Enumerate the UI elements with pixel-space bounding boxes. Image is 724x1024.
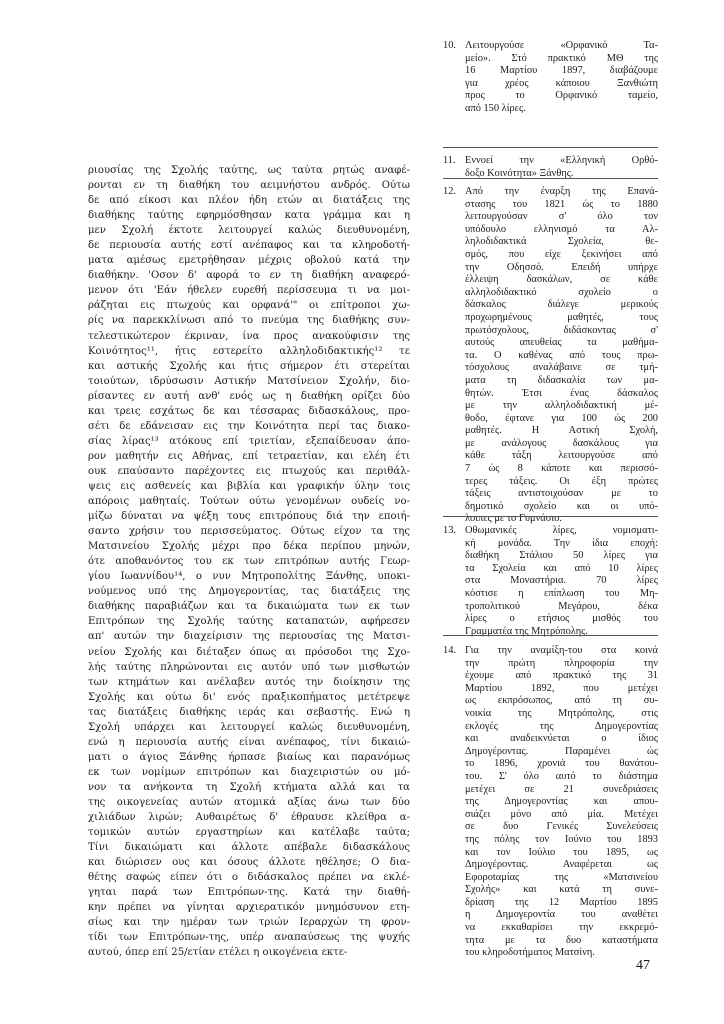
footnote-13: [443, 525, 658, 638]
footnote-divider: [443, 516, 658, 517]
footnote-line: μαθητές. Η Αστική Σχολή,: [465, 425, 658, 437]
footnote-text: [465, 40, 658, 116]
footnote-line: τερες τάξεις. Οι έξη πρώτες: [465, 475, 658, 487]
text-line: τομικών αυτών εργαστηρίων και κατέλαβε ταύτα;: [88, 827, 410, 839]
footnote-divider: [443, 635, 658, 636]
footnote-line: τροπολιτικού Μεγάρου, δέκα: [465, 600, 658, 612]
footnote-line: λοιπες με το Γυμνάσιο.: [465, 513, 562, 525]
footnote-11: [443, 155, 658, 180]
text-line: θέτης σαφώς είπεν ότι ο διδάσκαλος πρέπει να εκλέ-: [88, 872, 410, 884]
footnote-line: 16 Μαρτίου 1897, διαβάζουμε: [465, 65, 658, 77]
footnote-divider: [443, 178, 658, 179]
text-line: Σχολή υπάρχει και λειτουργεί καλώς διευθυνομένη,: [88, 721, 410, 733]
footnote-line: τα. Ο καθένας από τους πρω-: [465, 349, 658, 361]
page-number: 47: [636, 958, 650, 973]
text-line: απόροις μαθηταίς. Τούτων ούτω γενομένων ουδείς νο-: [88, 496, 410, 508]
footnote-line: αλληλοδιδακτικό σχολείο ο: [465, 286, 658, 298]
footnote-line: με την αλληλοδιδακτική μέ-: [465, 400, 658, 412]
footnote-line: έλλειψη δασκάλων, σε κάθε: [465, 274, 658, 286]
footnote-12: [443, 186, 658, 526]
footnote-line: και αναδεικνύεται ο ίδιος: [465, 733, 658, 745]
footnote-line: έχουμε από πρακτικό της 31: [465, 670, 658, 682]
text-line: διαθήκης παραβιάζων και τα δικαιώματα των εκ των: [88, 601, 410, 613]
text-line: των κτημάτων και ανέλαβεν αυτός την διοίκησιν της: [88, 676, 410, 688]
text-line: νον τα ανήκοντα τη Σχολή κτήματα αλλά και τα: [88, 781, 410, 793]
footnote-line: και τον Ιούλιο του 1895, ως: [465, 846, 658, 858]
footnote-text: [465, 645, 658, 960]
footnote-line: για χρέος κάποιου Ξανθιώτη: [465, 77, 658, 89]
footnote-line: θοδο, έφτανε για 100 ώς 200: [465, 412, 658, 424]
footnote-line: τα Σχολεία και από 10 λίρες: [465, 562, 658, 574]
footnote-line: Οθωμανικές λίρες, νομισματι-: [465, 525, 658, 536]
footnote-line: με ανάλογους δασκάλους για: [465, 437, 658, 449]
footnote-line: ως εκπρόσωπος, από τη συ-: [465, 695, 658, 707]
footnote-number: 10.: [443, 40, 456, 51]
text-line: ρονται εν τη διαθήκη του αειμνήστου ανδρός. Ούτω: [88, 180, 410, 192]
footnote-line: σε δυο Γενικές Συνελεύσεις: [465, 821, 658, 833]
footnote-line: σιάζει μόνο από μία. Μετέχει: [465, 808, 658, 820]
text-line: τίδι των Επιτρόπων-της, υπέρ αναπαύσεως της ψυχής: [88, 932, 410, 944]
footnote-line: υπόδουλο ελληνισμό τα Αλ-: [465, 223, 658, 235]
footnote-line: δημοτικό σχολείο και οι υπό-: [465, 500, 658, 512]
text-line: και τρεις εσχάτως δε και τέσσαρας διδασκάλους, προ-: [88, 405, 410, 417]
footnote-line: Από την έναρξη της Επανά-: [465, 186, 658, 197]
text-line: τοιούτων, ιδρύσωσιν Αστικήν Ματσίνειον Σχολήν, διο-: [88, 375, 410, 387]
footnote-number: 11.: [443, 155, 456, 166]
footnote-line: στασης του 1821 ώς το 1880: [465, 198, 658, 210]
footnote-number: 13.: [443, 525, 456, 536]
text-line: γηται παρά των Επιτρόπων-της. Κατά την διαθή-: [88, 887, 410, 899]
footnote-14: [443, 645, 658, 960]
text-line: ρίσαντες εν αυτή ανθ' ενός ως η διαθήκη ορίζει δύο: [88, 390, 410, 402]
footnote-line: Σχολής» και κατά τη συνε-: [465, 884, 658, 896]
footnote-line: δάσκαλος διάλεγε μερικούς: [465, 299, 658, 311]
footnote-line: τόσχολους αναλάβαινε σε τμή-: [465, 362, 658, 374]
footnote-line: Δημογέροντας. Αναφέρεται ως: [465, 859, 658, 871]
footnote-line: αυτούς απευθείας τα μαθήμα-: [465, 337, 658, 349]
footnote-number: 14.: [443, 645, 456, 656]
text-line: διαθήκης ταύτης εφηρμόσθησαν κατα γράμμα και η: [88, 210, 410, 222]
text-line: Επιτρόπων της Σχολής ταύτης καταπατών, αφήρεσεν: [88, 616, 410, 628]
footnote-line: Δημογέροντας. Παραμένει ώς: [465, 745, 658, 757]
footnote-line: κόστισε η επίπλωση του Μη-: [465, 587, 658, 599]
footnote-line: τάξεις αντιστοιχούσαν με το: [465, 488, 658, 500]
text-line: της οικογενείας αυτών ατομικά αξίας άνω των δύο: [88, 796, 410, 808]
footnote-number: 12.: [443, 186, 456, 197]
text-line: γίου Ιωαννίδου¹⁴, ο νυν Μητροπολίτης Ξάνθης, υποκι-: [88, 571, 410, 583]
footnote-line: η Δημογεροντία του αναθέτει: [465, 909, 658, 921]
text-line: ενώ η περιουσία αυτής είναι ανέπαφος, τίνι δικαιώ-: [88, 736, 410, 748]
text-line: νούμενος υπό της Δημογεροντίας, τας διατάξεις της: [88, 586, 410, 598]
footnote-line: κάθε τάξη λειτουργούσε από: [465, 450, 658, 462]
footnote-line: Για την αναμίξη-του στα κοινά: [465, 645, 658, 656]
text-line: Τίνι δικαιώματι και άλλοτε απέβαλε διδασκάλους: [88, 842, 410, 854]
footnote-line: του. Σ' όλο αυτό το διάστημα: [465, 770, 658, 782]
footnote-line: της Δημογεροντίας και απου-: [465, 796, 658, 808]
text-line: Ματσινείου Σχολής μέχρι προ δέκα περίπου μηνών,: [88, 541, 410, 553]
footnote-line: διαθήκη Στάλιου 50 λίρες για: [465, 550, 658, 562]
footnote-line: δοξο Κοινότητα» Ξάνθης.: [465, 167, 574, 179]
text-line: ράζηται εις πτωχούς και ορφανά'" οι επίτροποι χω-: [88, 300, 410, 312]
text-line: ματα αμέσως εμετρήθησαν μέχρις οβολού κατά την: [88, 255, 410, 267]
text-line: ματι ο άγιος Ξάνθης ήρπασε βιαίως και παρανόμως: [88, 751, 410, 763]
footnote-text: [465, 525, 658, 638]
text-line: Κοινότητος¹¹, ήτις εστερείτο αλληλοδιδακτικής¹² τε: [88, 345, 410, 357]
footnote-text: [465, 155, 658, 180]
footnote-line: νοικία της Μητρόπολης, στις: [465, 707, 658, 719]
main-text-column: [88, 163, 410, 960]
footnote-line: προχωρημένους μαθητές, τους: [465, 311, 658, 323]
text-line: ριουσίας της Σχολής ταύτης, ως ταύτα ρητώς αναφέ-: [88, 165, 410, 176]
footnote-line: Μαρτίου 1892, που μετέχει: [465, 682, 658, 694]
footnote-line: την πρώτη πληροφορία την: [465, 657, 658, 669]
footnote-line: της πόλης τον Ιούνιο του 1893: [465, 833, 658, 845]
text-line: μεν Σχολή έκτοτε λειτουργεί καλώς διευθυνομένη,: [88, 225, 410, 237]
footnote-line: λίρες ο ετήσιος μισθός του: [465, 613, 658, 625]
footnote-line: ματα τη διδασκαλία των μα-: [465, 374, 658, 386]
text-line: μίζω δύναται να ψέξη τους επιτρόπους διά την εποιή-: [88, 511, 410, 523]
footnote-line: εκλογές της Δημογεροντίας: [465, 720, 658, 732]
text-line: λής ταύτης πληρώνονται εις αυτόν υπό των μισθωτών: [88, 661, 410, 673]
text-line: ρίς να παρεκκλίνωσι από το πνεύμα της διαθήκης συν-: [88, 315, 410, 327]
footnote-line: το 1896, χρονιά του θανάτου-: [465, 758, 658, 770]
text-line: και διώρισεν ους και όσους άλλοτε ηθέλησε; Ο δια-: [88, 857, 410, 869]
footnote-line: λειτουργούσαν σ' όλο τον: [465, 211, 658, 223]
text-line: δε περιουσία αυτής εστί ανέπαφος και τα κληροδοτή-: [88, 240, 410, 252]
text-line: τας διατάξεις διαθήκης ιεράς και σεβαστής. Ενώ η: [88, 706, 410, 718]
text-line: σίας λίρας¹³ ατόκους επί τριετίαν, εξεπαίδευσαν άπο-: [88, 435, 410, 447]
footnote-line: μείο». Στό πρακτικό ΜΘ της: [465, 52, 658, 64]
text-line: νείου Σχολής και διέταξεν όπως αι πρόσοδοι της Σχο-: [88, 646, 410, 658]
footnote-line: ληλοδιδακτικά Σχολεία, θε-: [465, 236, 658, 248]
footnote-line: Γραμματέα της Μητρόπολης.: [465, 625, 588, 637]
footnote-10: [443, 40, 658, 116]
text-line: Σχολής και ούτω δι' ενός πραξικοπήματος μετέτρεψε: [88, 691, 410, 703]
text-line: ουκ επαύσαντο παρέχοντες εις πτωχούς και περιθάλ-: [88, 465, 410, 477]
footnote-line: κή μονάδα. Την ίδια εποχή:: [465, 537, 658, 549]
footnote-line: στα Μοναστήρια. 70 λίρες: [465, 575, 658, 587]
text-line: απ' αυτών την διαχείρισιν της περιουσίας της Ματσι-: [88, 631, 410, 643]
text-line: μενον ότι 'Εάν ήθελεν ευρεθή περίσσευμα τι να μοι-: [88, 285, 410, 297]
footnote-line: τητα με τα δυο καταστήματα: [465, 934, 658, 946]
footnote-line: του κληροδοτήματος Ματσίνη.: [465, 947, 595, 959]
footnote-line: 7 ώς 8 κάποτε και περισσό-: [465, 463, 658, 475]
footnote-line: σμός, που είχε ξεκινήσει από: [465, 248, 658, 260]
footnote-line: Λειτουργούσε «Ορφανικό Τα-: [465, 40, 658, 51]
footnote-line: Εφορotαμίας της «Ματσινείου: [465, 871, 658, 883]
footnote-line: την Οδησσό. Επειδή υπήρχε: [465, 261, 658, 273]
footnote-line: Εννοεί την «Ελληνική Ορθό-: [465, 155, 658, 166]
text-line: εκ των νομίμων επιτρόπων και διαχειριστών ου μό-: [88, 766, 410, 778]
footnote-line: πρωτόσχολους, διδάσκοντας σ': [465, 324, 658, 336]
footnote-line: προς το Ορφανικό ταμείο,: [465, 90, 658, 102]
footnote-divider: [443, 147, 658, 148]
footnote-line: να εκκαθαρίσει την εκκρεμό-: [465, 922, 658, 934]
text-line: σίως και την ημέραν των τριών Ιεραρχών τη φρον-: [88, 917, 410, 929]
text-line: αυτού, όπερ επί 25/ετίαν ετέλει η οικογένεια εκτε-: [88, 947, 348, 959]
footnote-line: θητών. Έτσι ένας δάσκαλος: [465, 387, 658, 399]
text-line: χιλιάδων λιρών; Αυθαιρέτως δ' έθραυσε κλείθρα α-: [88, 812, 410, 824]
text-line: ψεις εις ασθενείς και βιβλία και γραφικήν ύλην τοις: [88, 480, 410, 492]
text-line: ρον μαθητήν εις Αθήνας, επί τετραετίαν, και ελέη έτι: [88, 450, 410, 462]
footnote-line: μετέχει σε 21 συνεδριάσεις: [465, 783, 658, 795]
text-line: διαθήκην. 'Οσον δ' αφορά το εν τη διαθήκη αναφερό-: [88, 270, 410, 282]
text-line: και αστικής Σχολής και ήτις σήμερον έτι στερείται: [88, 360, 410, 372]
text-line: δε από είκοσι και πλέον ήδη ετών αι διατάξεις της: [88, 195, 410, 207]
text-line: σέτι δε εδάνεισαν εις την Κοινότητα περί τας διακο-: [88, 420, 410, 432]
text-line: τελεστικώτερον έκριναν, ίνα προς ανακούφισιν της: [88, 330, 410, 342]
footnote-line: από 150 λίρες.: [465, 102, 526, 114]
footnote-line: δρίαση της 12 Μαρτίου 1895: [465, 896, 658, 908]
text-line: ότε αποθανόντος του εκ των επιτρόπων αυτής Γεωρ-: [88, 556, 410, 568]
text-line: κην πρέπει να γίνηται αρχιερατικόν μνημόσυνον ετη-: [88, 902, 410, 914]
text-line: σαντο χρήσιν του περισσεύματος. Ούτως είχον τα της: [88, 526, 410, 538]
footnote-text: [465, 186, 658, 526]
